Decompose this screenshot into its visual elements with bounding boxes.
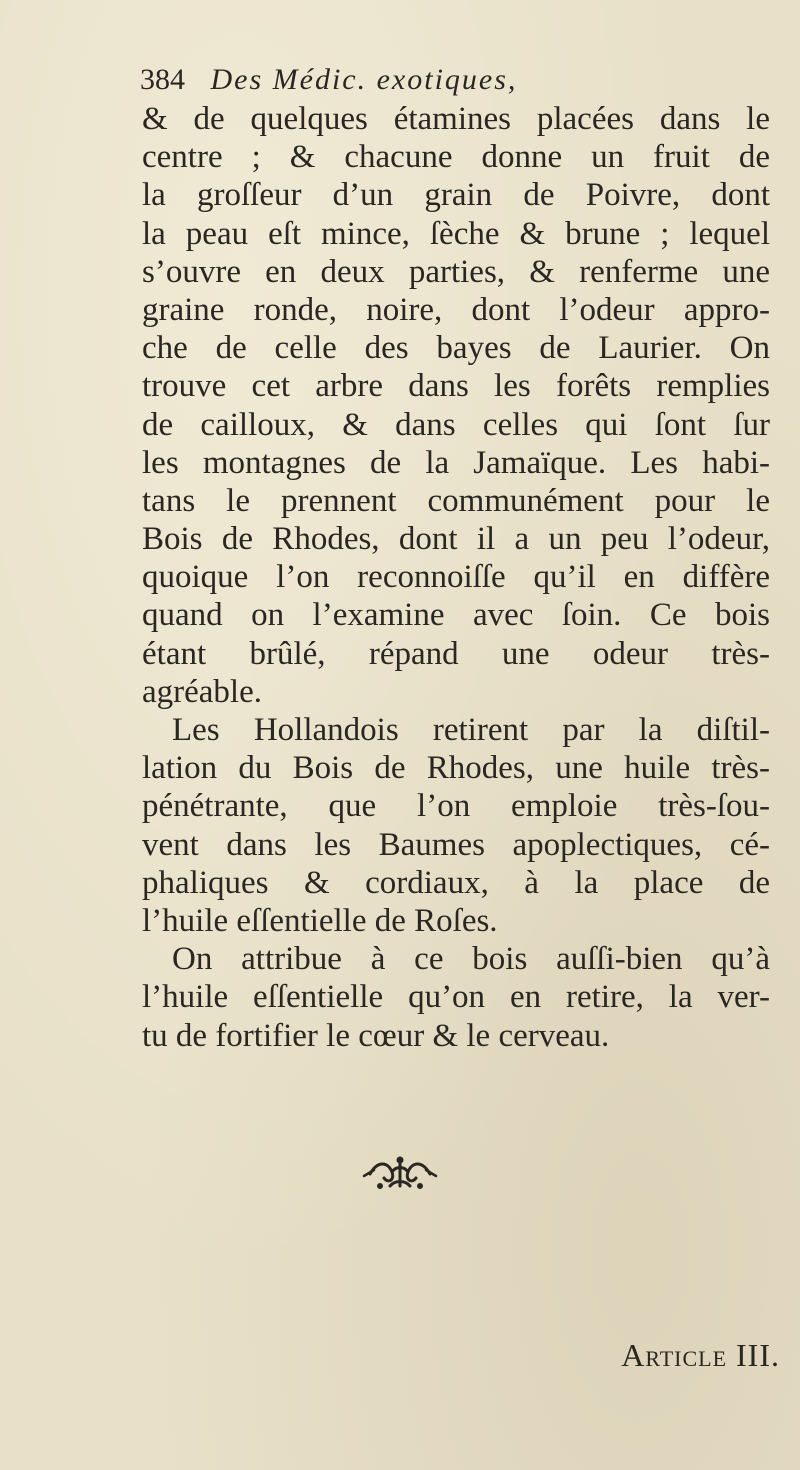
text-line: la groſſeur d’un grain de Poivre, dont — [142, 177, 770, 214]
text-line: vent dans les Baumes apoplectiques, cé- — [142, 826, 770, 863]
text-line: étant brûlé, répand une odeur très- — [142, 635, 770, 672]
page-number: 384 — [140, 63, 185, 96]
text-line: de cailloux, & dans celles qui ſont ſur — [142, 406, 770, 443]
text-line: trouve cet arbre dans les forêts remplies — [142, 368, 770, 405]
text-line: la peau eſt mince, ſèche & brune ; lequel — [142, 215, 770, 252]
text-line: tu de fortifier le cœur & le cerveau. — [142, 1017, 610, 1054]
printers-fleuron-icon — [340, 1140, 460, 1200]
page-header — [140, 58, 760, 102]
text-line: l’huile eſſentielle qu’on en retire, la ver- — [142, 979, 770, 1016]
text-line: les montagnes de la Jamaïque. Les habi- — [142, 444, 770, 481]
text-line: graine ronde, noire, dont l’odeur appro- — [142, 291, 770, 328]
text-line: agréable. — [142, 673, 262, 710]
text-line: On attribue à ce bois auſſi-bien qu’à — [172, 941, 770, 978]
text-line: pénétrante, que l’on emploie très-ſou- — [142, 788, 770, 825]
text-line: lation du Bois de Rhodes, une huile très- — [142, 750, 770, 787]
text-line: Bois de Rhodes, dont il a un peu l’odeur, — [142, 521, 770, 558]
text-line: phaliques & cordiaux, à la place de — [142, 864, 770, 901]
running-title: Des Médic. exotiques, — [210, 63, 518, 96]
text-line: & de quelques étamines placées dans le — [142, 101, 770, 137]
text-line: che de celle des bayes de Laurier. On — [142, 330, 770, 367]
text-line: tans le prennent communément pour le — [142, 482, 770, 519]
text-line: l’huile eſſentielle de Roſes. — [142, 902, 498, 939]
text-line: quoique l’on reconnoiſſe qu’il en diffère — [142, 559, 770, 596]
text-line: Les Hollandois retirent par la diſtil- — [172, 712, 770, 748]
text-line: s’ouvre en deux parties, & renferme une — [142, 253, 770, 290]
catchword: Article III. — [621, 1337, 780, 1373]
text-line: centre ; & chacune donne un fruit de — [142, 139, 770, 176]
text-line: quand on l’examine avec ſoin. Ce bois — [142, 597, 770, 634]
body-text — [142, 100, 770, 1055]
